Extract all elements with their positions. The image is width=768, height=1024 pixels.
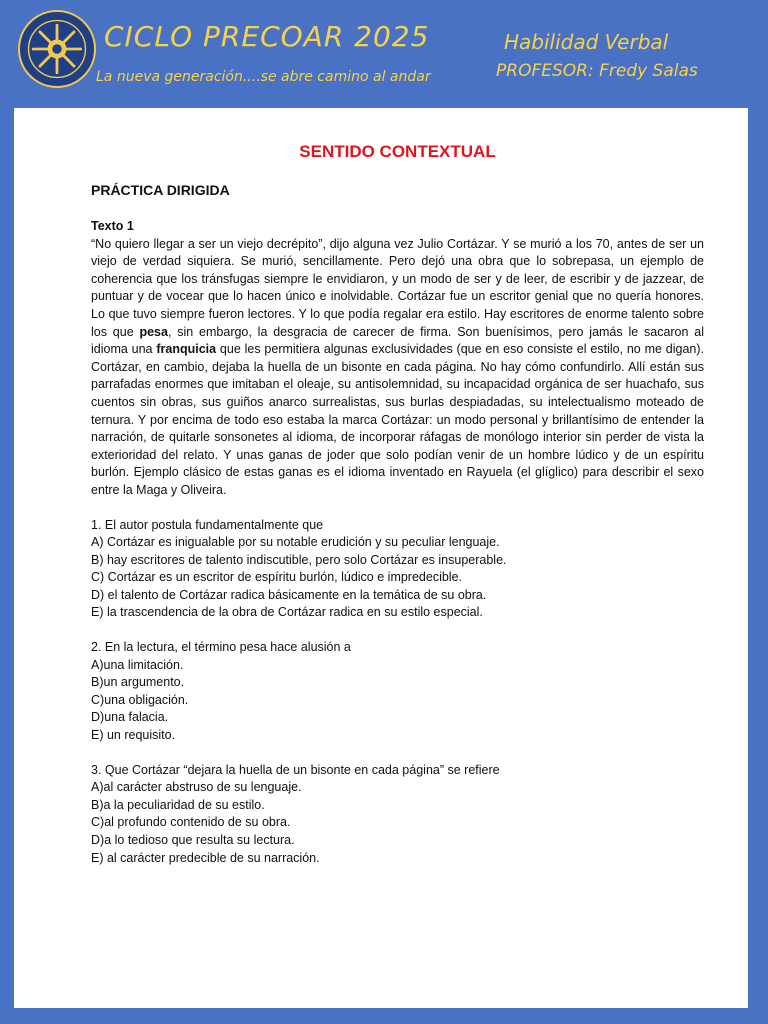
question-2 xyxy=(91,639,704,745)
text-label: Texto 1 xyxy=(91,219,134,233)
question-stem: 1. El autor postula fundamentalmente que xyxy=(91,517,324,532)
question-1 xyxy=(91,517,704,623)
question-stem: 2. En la lectura, el término pesa hace alusión a xyxy=(91,640,351,655)
option-e: E) al carácter predecible de su narración. xyxy=(91,850,320,865)
option-e: E) un requisito. xyxy=(91,728,176,743)
option-d: D)a lo tedioso que resulta su lectura. xyxy=(91,833,295,847)
question-3 xyxy=(91,762,704,868)
teacher-name: PROFESOR: Fredy Salas xyxy=(496,61,698,81)
brand-slogan: La nueva generación....se abre camino al andar xyxy=(96,69,431,85)
brand-title: CICLO PRECOAR 2025 xyxy=(104,20,430,53)
keyword-pesa: pesa xyxy=(139,324,168,339)
option-b: B) hay escritores de talento indiscutible, pero solo Cortázar es insuperable. xyxy=(91,552,507,567)
course-name: Habilidad Verbal xyxy=(504,30,669,54)
option-a: A) Cortázar es inigualable por su notable erudición y su peculiar lenguaje. xyxy=(91,535,500,550)
document-title: SENTIDO CONTEXTUAL xyxy=(299,142,496,161)
option-d: D) el talento de Cortázar radica básicamente en la temática de su obra. xyxy=(91,587,487,602)
section-heading: PRÁCTICA DIRIGIDA xyxy=(91,182,230,198)
passage-part-1: “No quiero llegar a ser un viejo decrépito”, dijo alguna vez Julio Cortázar. Y se murió a los 70, antes de ser un viejo de verdad siquiera. Se murió, sencillamente. Pero dejó una obra que lo sobrepasa, un ejemplo de coherencia que los tránsfugas siempre le envidiaron, y un modo de ser y de leer, de escribir y de jazzear, de puntuar y de vocear que lo hacen único e inolvidable. Cortázar fue un escritor genial que no quería honores. Lo que tuvo siempre fueron lectores. Y lo que podía regalar era estilo. Hay escritores de enorme talento sobre los que xyxy=(91,236,704,339)
passage-part-2: , sin embargo, la desgracia de carecer de firma. Son buenísimos, pero jamás le sacaron al idioma una xyxy=(91,324,705,357)
option-b: B)a la peculiaridad de su estilo. xyxy=(91,797,265,812)
document-page xyxy=(14,108,748,1008)
option-c: C)una obligación. xyxy=(91,692,189,707)
option-a: A)al carácter abstruso de su lenguaje. xyxy=(91,780,302,795)
option-c: C) Cortázar es un escritor de espíritu burlón, lúdico e impredecible. xyxy=(91,570,463,585)
page-header xyxy=(0,0,768,108)
option-e: E) la trascendencia de la obra de Cortázar radica en su estilo especial. xyxy=(91,605,483,620)
sun-emblem-icon xyxy=(18,10,96,88)
passage-part-3: que les permitiera algunas exclusividades (que en eso consiste el estilo, no me digan). Cortázar, en cambio, dejaba la huella de un bisonte en cada página. No hay cómo confundirlo. Allí están sus parrafadas enormes que imitaban el oleaje, su antisolemnidad, su incapacidad orgánica de ser huachafo, sus cuentos sin obras, sus guiños anarco surrealistas, sus burlas despiadadas, su intelectualismo moteado de ternura. Y por encima de todo eso estaba la marca Cortázar: un modo personal y brillantísimo de entender la narración, de quitarle sonsonetes al idioma, de incorporar ráfagas de monólogo interior sin perder de vista la exterioridad del relato. Y unas ganas de joder que solo podían venir de un hombre lúdico y de un espíritu burlón. Ejemplo clásico de estas ganas es el idioma inventado en Rayuela (el glíglico) para describir el sexo entre la Maga y Oliveira. xyxy=(91,342,704,497)
question-stem: 3. Que Cortázar “dejara la huella de un bisonte en cada página” se refiere xyxy=(91,762,500,777)
option-a: A)una limitación. xyxy=(91,657,184,672)
option-d: D)una falacia. xyxy=(91,710,169,725)
option-b: B)un argumento. xyxy=(91,675,185,690)
reading-passage xyxy=(91,236,704,500)
keyword-franquicia: franquicia xyxy=(156,342,217,357)
option-c: C)al profundo contenido de su obra. xyxy=(91,815,291,830)
